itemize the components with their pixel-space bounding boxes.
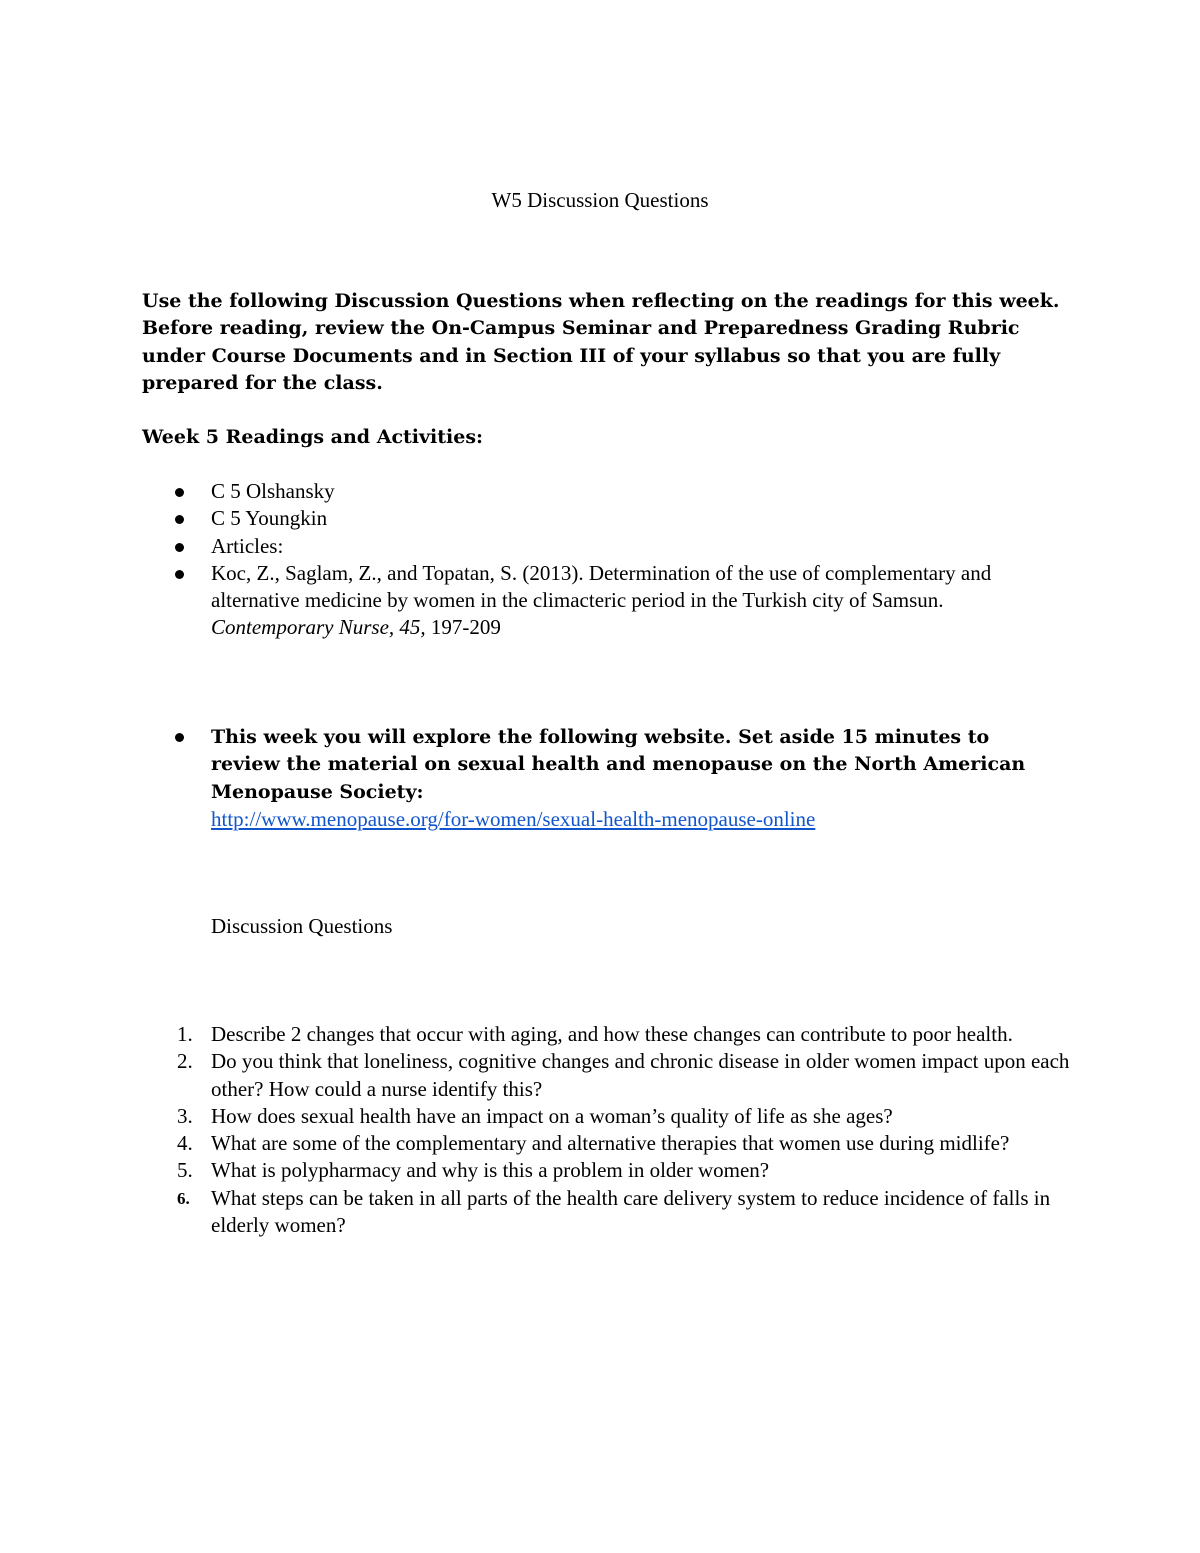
question-item bbox=[0, 1185, 1200, 1240]
intro-paragraph: Use the following Discussion Questions when reflecting on the readings for this week. Before reading, review the On-Campus Seminar and Preparedness Grading Rubric under Course Documents and in Section III of your syllabus so that you are fully prepared for the class. bbox=[142, 290, 1060, 394]
question-item bbox=[0, 1048, 1200, 1103]
question-item bbox=[0, 1103, 1200, 1130]
list-item-website bbox=[0, 724, 1200, 834]
question-text: Describe 2 changes that occur with aging, and how these changes can contribute to poor health. bbox=[211, 1022, 1013, 1046]
question-number: 6. bbox=[177, 1188, 190, 1208]
question-number: 2. bbox=[177, 1049, 193, 1074]
article-citation bbox=[211, 560, 1071, 642]
question-number: 1. bbox=[177, 1022, 193, 1046]
question-number: 3. bbox=[177, 1103, 193, 1128]
journal-name: Contemporary Nurse, 45, bbox=[211, 615, 426, 640]
question-number: 5. bbox=[177, 1158, 193, 1183]
bullet-icon bbox=[175, 488, 184, 497]
questions-list bbox=[0, 1021, 1200, 1239]
question-text: What are some of the complementary and alternative therapies that women use during midlife? bbox=[211, 1131, 1010, 1156]
bullet-icon bbox=[175, 570, 184, 579]
question-text: What is polypharmacy and why is this a problem in older women? bbox=[211, 1158, 770, 1183]
reading-text: C 5 Olshansky bbox=[211, 479, 335, 503]
question-text: How does sexual health have an impact on a woman’s quality of life as she ages? bbox=[211, 1103, 893, 1128]
list-item bbox=[0, 505, 1200, 532]
question-item bbox=[0, 1130, 1200, 1157]
list-item bbox=[0, 478, 1200, 505]
website-instruction-block bbox=[211, 724, 1061, 834]
question-text: What steps can be taken in all parts of the health care delivery system to reduce incidence of falls in elderly women? bbox=[211, 1185, 1051, 1238]
citation-text: Koc, Z., Saglam, Z., and Topatan, S. (2013). Determination of the use of complementary and alternative medicine by women in the climacteric period in the Turkish city of Samsun. bbox=[211, 560, 992, 613]
list-item bbox=[0, 533, 1200, 560]
week-readings-heading: Week 5 Readings and Activities: bbox=[142, 426, 484, 448]
bullet-icon bbox=[175, 733, 184, 742]
document-title: W5 Discussion Questions bbox=[491, 188, 709, 212]
list-item-article bbox=[0, 560, 1200, 642]
reading-text: Articles: bbox=[211, 533, 284, 558]
discussion-questions-heading: Discussion Questions bbox=[211, 914, 393, 938]
reading-text: C 5 Youngkin bbox=[211, 506, 328, 531]
website-instruction: This week you will explore the following website. Set aside 15 minutes to review the material on sexual health and menopause on the North American Menopause Society: bbox=[211, 726, 1026, 803]
bullet-icon bbox=[175, 543, 184, 552]
website-activity bbox=[0, 724, 1200, 834]
bullet-icon bbox=[175, 515, 184, 524]
readings-list bbox=[0, 478, 1200, 642]
menopause-society-link[interactable]: http://www.menopause.org/for-women/sexual-health-menopause-online bbox=[211, 806, 816, 831]
question-text: Do you think that loneliness, cognitive changes and chronic disease in older women impact upon each other? How could a nurse identify this? bbox=[211, 1049, 1070, 1101]
question-item bbox=[0, 1021, 1200, 1048]
question-item bbox=[0, 1157, 1200, 1184]
citation-pages: 197-209 bbox=[425, 615, 501, 640]
question-number: 4. bbox=[177, 1131, 193, 1156]
